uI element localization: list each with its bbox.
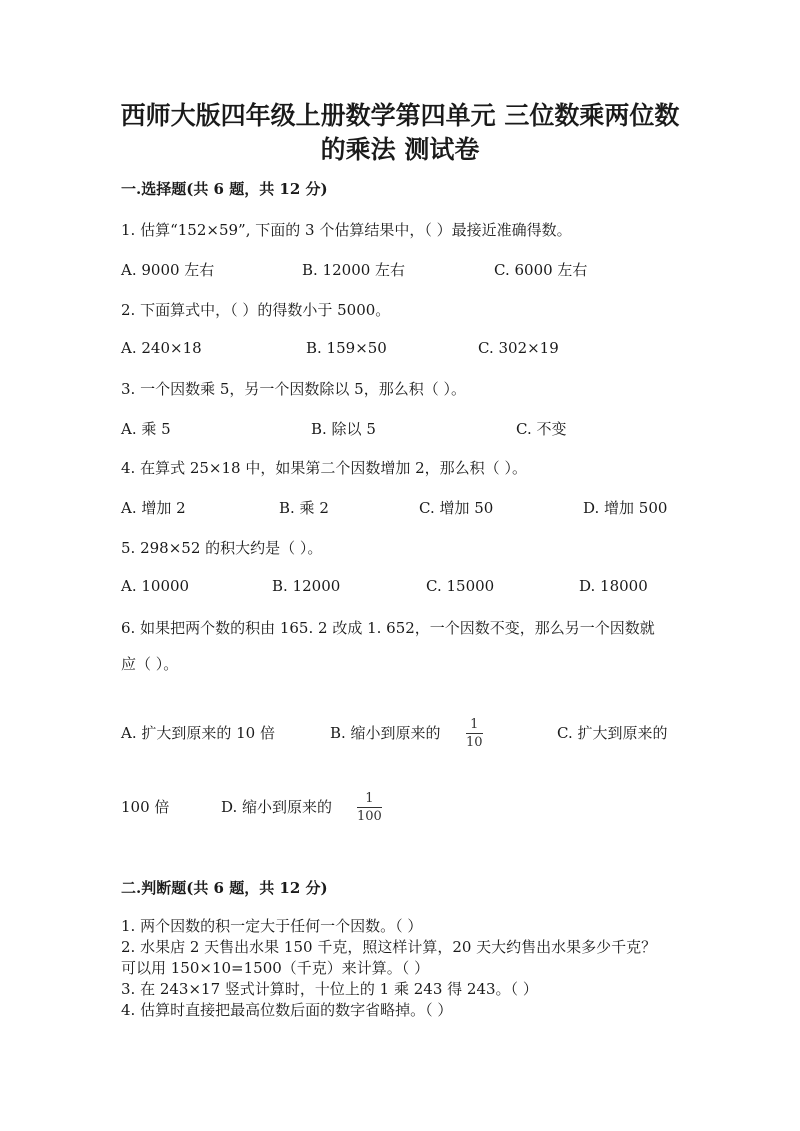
page-title-line1: 西师大版四年级上册数学第四单元 三位数乘两位数 [120,101,680,130]
question-6-line2: 应（ ）。 [121,655,179,673]
judgement-item-2-line1: 2. 水果店 2 天售出水果 150 千克，照这样计算，20 天大约售出水果多少千克？ [121,938,657,956]
q5-option-d: D. 18000 [579,577,648,595]
q4-option-c: C. 增加 50 [419,499,494,517]
q4-option-a: A. 增加 2 [121,499,186,517]
question-2: 2. 下面算式中，（ ）的得数小于 5000。 [121,301,391,319]
q5-option-b: B. 12000 [272,577,341,595]
q2-option-a: A. 240×18 [121,339,202,357]
q3-option-c: C. 不变 [516,420,567,438]
q5-option-a: A. 10000 [121,577,190,595]
judgement-item-3: 3. 在 243×17 竖式计算时，十位上的 1 乘 243 得 243。（ ） [121,980,538,998]
q6-option-c-continued: 100 倍 [121,798,170,816]
fraction-denominator: 100 [357,809,382,824]
fraction-bar [466,733,483,734]
q1-option-c: C. 6000 左右 [494,261,588,279]
q6-option-c: C. 扩大到原来的 [557,724,668,742]
q6-fraction-b [466,717,483,750]
q4-option-d: D. 增加 500 [583,499,668,517]
section-heading-choice: 一.选择题(共 6 题，共 12 分) [121,180,328,198]
judgement-item-1: 1. 两个因数的积一定大于任何一个因数。（ ） [121,917,423,935]
page-title-line2: 的乘法 测试卷 [320,135,480,164]
judgement-item-4: 4. 估算时直接把最高位数后面的数字省略掉。（ ） [121,1001,453,1019]
q3-option-a: A. 乘 5 [121,420,171,438]
q6-option-d: D. 缩小到原来的 [221,798,333,816]
q3-option-b: B. 除以 5 [311,420,376,438]
q1-option-a: A. 9000 左右 [121,261,215,279]
question-5: 5. 298×52 的积大约是（ ）。 [121,539,323,557]
question-3: 3. 一个因数乘 5，另一个因数除以 5，那么积（ ）。 [121,380,466,398]
q6-fraction-d [357,791,382,824]
question-6-line1: 6. 如果把两个数的积由 165. 2 改成 1. 652，一个因数不变，那么另一个因数就 [121,619,655,637]
q2-option-b: B. 159×50 [306,339,387,357]
fraction-bar [357,807,382,808]
question-4: 4. 在算式 25×18 中，如果第二个因数增加 2，那么积（ ）。 [121,459,527,477]
question-1: 1. 估算“152×59”, 下面的 3 个估算结果中，（ ）最接近准确得数。 [121,221,572,239]
fraction-numerator: 1 [470,717,479,732]
q2-option-c: C. 302×19 [478,339,559,357]
q1-option-b: B. 12000 左右 [302,261,406,279]
q5-option-c: C. 15000 [426,577,495,595]
q6-option-b: B. 缩小到原来的 [330,724,441,742]
fraction-denominator: 10 [466,735,483,750]
judgement-item-2-line2: 可以用 150×10=1500（千克）来计算。（ ） [121,959,430,977]
section-heading-judgement: 二.判断题(共 6 题，共 12 分) [121,879,328,897]
q4-option-b: B. 乘 2 [279,499,329,517]
fraction-numerator: 1 [365,791,374,806]
q6-option-a: A. 扩大到原来的 10 倍 [121,724,275,742]
